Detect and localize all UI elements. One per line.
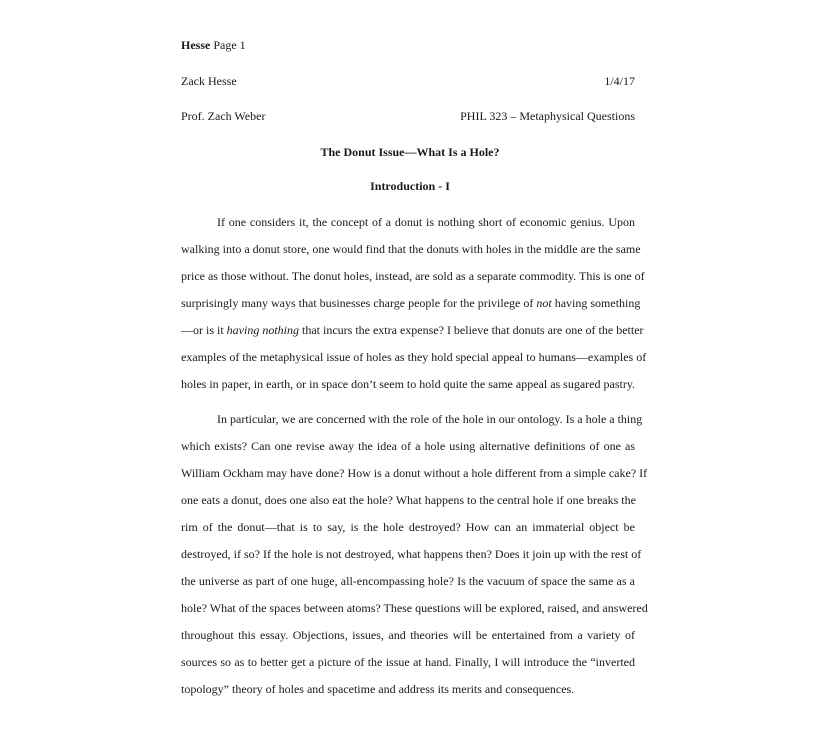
document-date: 1/4/17 xyxy=(604,74,635,88)
p1-l4-emphasis: not xyxy=(536,296,552,310)
paragraph-2-line-9: throughout this essay. Objections, issues, and theories will be entertained from a variety of xyxy=(181,628,635,642)
paragraph-2-line-1: In particular, we are concerned with the role of the hole in our ontology. Is a hole a thing xyxy=(217,412,643,426)
essay-title: The Donut Issue—What Is a Hole? xyxy=(320,145,500,159)
paragraph-2-line-10: sources so as to better get a picture of the issue at hand. Finally, I will introduce the “inverted xyxy=(181,655,635,669)
running-header xyxy=(181,38,246,52)
p1-l5-text-a: —or is it xyxy=(181,323,227,337)
paragraph-2-line-6: destroyed, if so? If the hole is not destroyed, what happens then? Does it join up with the rest of xyxy=(181,547,642,561)
paragraph-2-line-7: the universe as part of one huge, all-encompassing hole? Is the vacuum of space the same as a xyxy=(181,574,635,588)
paragraph-1-line-3: price as those without. The donut holes, instead, are sold as a separate commodity. This is one of xyxy=(181,269,645,283)
p1-l5-emphasis: having nothing xyxy=(226,323,299,337)
paragraph-1-line-6: examples of the metaphysical issue of holes as they hold special appeal to humans—examples of xyxy=(181,350,647,364)
paragraph-1-line-4 xyxy=(181,296,641,310)
paragraph-1-line-5 xyxy=(181,323,644,337)
header-surname: Hesse xyxy=(181,38,211,52)
paragraph-2-line-11: topology” theory of holes and spacetime and address its merits and consequences. xyxy=(181,682,575,696)
professor-name: Prof. Zach Weber xyxy=(181,109,266,123)
author-name: Zack Hesse xyxy=(181,74,237,88)
paragraph-1-line-2: walking into a donut store, one would find that the donuts with holes in the middle are the same xyxy=(181,242,641,256)
p1-l5-text-c: that incurs the extra expense? I believe that donuts are one of the better xyxy=(299,323,644,337)
section-heading: Introduction - I xyxy=(370,179,450,193)
paragraph-1-line-1: If one considers it, the concept of a donut is nothing short of economic genius. Upon xyxy=(217,215,635,229)
paragraph-2-line-4: one eats a donut, does one also eat the hole? What happens to the central hole if one breaks the xyxy=(181,493,636,507)
header-page-label: Page 1 xyxy=(213,38,246,52)
paragraph-2-line-2: which exists? Can one revise away the idea of a hole using alternative definitions of one as xyxy=(181,439,635,453)
course-name: PHIL 323 – Metaphysical Questions xyxy=(460,109,635,123)
paragraph-1-line-7: holes in paper, in earth, or in space don’t seem to hold quite the same appeal as sugared pastry. xyxy=(181,377,636,391)
paragraph-2-line-5: rim of the donut—that is to say, is the hole destroyed? How can an immaterial object be xyxy=(181,520,635,534)
paragraph-2-line-8: hole? What of the spaces between atoms? These questions will be explored, raised, and answered xyxy=(181,601,648,615)
p1-l4-text-c: having something xyxy=(551,296,641,310)
p1-l4-text-a: surprisingly many ways that businesses charge people for the privilege of xyxy=(181,296,537,310)
paragraph-2-line-3: William Ockham may have done? How is a donut without a hole different from a simple cake? If xyxy=(181,466,648,480)
